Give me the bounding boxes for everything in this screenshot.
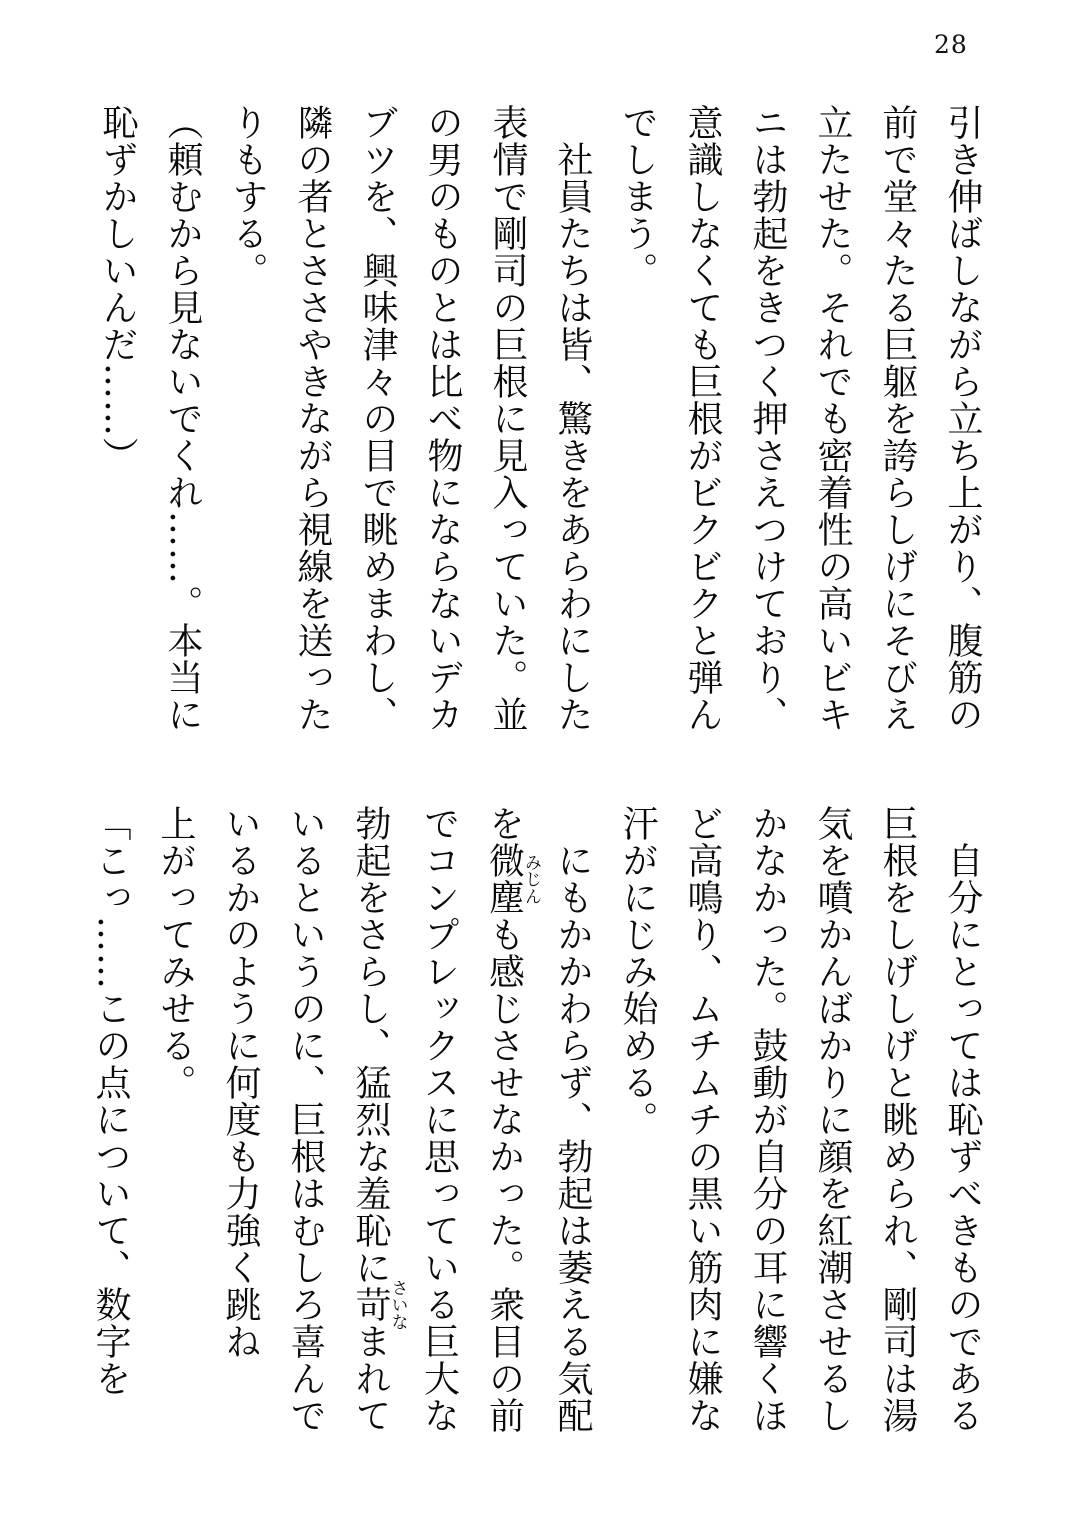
- text-line: [208, 805, 273, 1445]
- text-line: [800, 104, 865, 744]
- text-run: ど高鳴り、ムチムチの黒い筋肉に嫌な: [682, 805, 723, 1434]
- text-run: 汗がにじみ始める。: [617, 805, 658, 1138]
- ruby-furigana: みじん: [521, 842, 541, 916]
- text-run: 引き伸ばしながら立ち上がり、腹筋の: [942, 104, 983, 733]
- text-line: [930, 805, 995, 1445]
- text-run: を: [483, 805, 525, 842]
- text-run: の男のものとは比べ物にならないデカ: [422, 104, 463, 733]
- text-line: [407, 805, 472, 1445]
- text-run: 巨根をしげしげと眺められ、剛司は湯: [877, 805, 918, 1434]
- text-run: 意識しなくても巨根がビクビクと弾ん: [682, 104, 723, 733]
- text-run: かなかった。鼓動が自分の耳に響くほ: [747, 805, 788, 1434]
- text-line: [605, 805, 670, 1445]
- text-line: [865, 805, 930, 1445]
- text-run: 前で堂々たる巨躯を誇らしげにそびえ: [877, 104, 918, 733]
- text-line: [865, 104, 930, 744]
- text-run: ニは勃起をきつく押さえつけており、: [747, 104, 788, 733]
- ruby-base-text: 微塵: [483, 842, 525, 916]
- text-run: 上がってみせる。: [155, 805, 196, 1101]
- text-line: [215, 104, 280, 744]
- text-line: [475, 104, 540, 744]
- text-line: [735, 805, 800, 1445]
- text-line: [670, 104, 735, 744]
- text-line: [540, 805, 605, 1445]
- text-line: [338, 805, 407, 1445]
- text-run: でしまう。: [617, 104, 658, 289]
- text-line: [472, 805, 541, 1445]
- text-line: [85, 104, 150, 744]
- text-line: [670, 805, 735, 1445]
- text-run: 立たせた。それでも密着性の高いビキ: [812, 104, 853, 733]
- ruby-base-text: 苛: [350, 1279, 391, 1330]
- page-number: 28: [934, 30, 968, 59]
- text-run: も感じさせなかった。衆目の前: [483, 916, 525, 1434]
- text-line: [410, 104, 475, 744]
- text-run: でコンプレックスに思っている巨大な: [418, 805, 460, 1434]
- text-line: [735, 104, 800, 744]
- text-run: 社員たちは皆、驚きをあらわにした: [552, 141, 593, 733]
- text-run: 勃起をさらし、猛烈な羞恥に: [350, 805, 391, 1286]
- text-line: [78, 805, 143, 1445]
- text-line: [540, 104, 605, 744]
- text-line: [930, 104, 995, 744]
- ruby-segment: [483, 842, 541, 916]
- text-line: [280, 104, 345, 744]
- text-run: まれて: [350, 1323, 391, 1434]
- text-line: [150, 104, 215, 744]
- text-run: いるというのに、巨根はむしろ喜んで: [285, 805, 326, 1434]
- text-run: 気を噴かんばかりに顔を紅潮させるし: [812, 805, 853, 1434]
- text-line: [143, 805, 208, 1445]
- text-run: ブツを、興味津々の目で眺めまわし、: [357, 104, 398, 733]
- ruby-segment: [350, 1279, 408, 1330]
- text-run: いるかのように何度も力強く跳ね: [220, 805, 261, 1360]
- text-line: [605, 104, 670, 744]
- text-block-upper: [85, 104, 995, 744]
- text-line: [273, 805, 338, 1445]
- ruby-furigana: さいな: [387, 1279, 408, 1330]
- text-block-lower: [78, 805, 995, 1445]
- text-run: 隣の者とささやきながら視線を送った: [292, 104, 333, 733]
- text-run: 恥ずかしいんだ……）: [97, 104, 138, 474]
- text-run: （頼むから見ないでくれ……。本当に: [162, 104, 203, 733]
- text-run: にもかかわらず、勃起は萎える気配: [552, 842, 593, 1434]
- text-line: [345, 104, 410, 744]
- text-run: 表情で剛司の巨根に見入っていた。並: [487, 104, 528, 733]
- text-line: [800, 805, 865, 1445]
- text-run: 自分にとっては恥ずべきものである: [942, 842, 983, 1434]
- text-run: 「こっ……この点について、数字を: [90, 805, 131, 1397]
- text-run: りもする。: [227, 104, 268, 289]
